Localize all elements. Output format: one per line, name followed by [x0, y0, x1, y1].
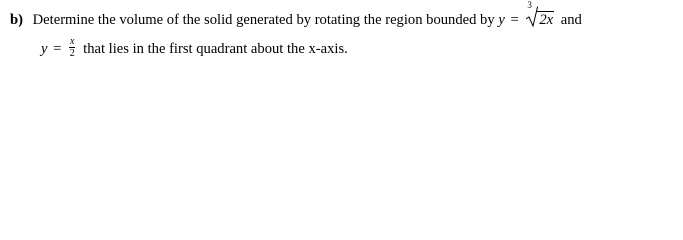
curve2-equals: = [53, 41, 62, 57]
problem-line-1 [10, 0, 675, 31]
problem-line-2 [10, 35, 675, 60]
fraction-denominator: 2 [69, 47, 75, 59]
radical-sign-icon [526, 6, 538, 28]
problem-part-b [10, 0, 675, 60]
fraction-numerator: x [70, 35, 75, 47]
curve2-variable: y [41, 41, 48, 57]
root-index: 3 [527, 0, 532, 10]
cube-root-expression [526, 0, 554, 31]
problem-statement-text: Determine the volume of the solid generated by rotating the region bounded by [32, 12, 495, 28]
conjunction-and: and [560, 12, 582, 28]
curve1-equals: = [510, 12, 519, 28]
fraction-x-over-2 [69, 37, 75, 59]
part-label: b) [10, 12, 23, 28]
radicand: 2x [539, 12, 554, 28]
curve1-variable: y [498, 12, 505, 28]
problem-statement-continuation: that lies in the first quadrant about the x-axis. [83, 41, 348, 57]
